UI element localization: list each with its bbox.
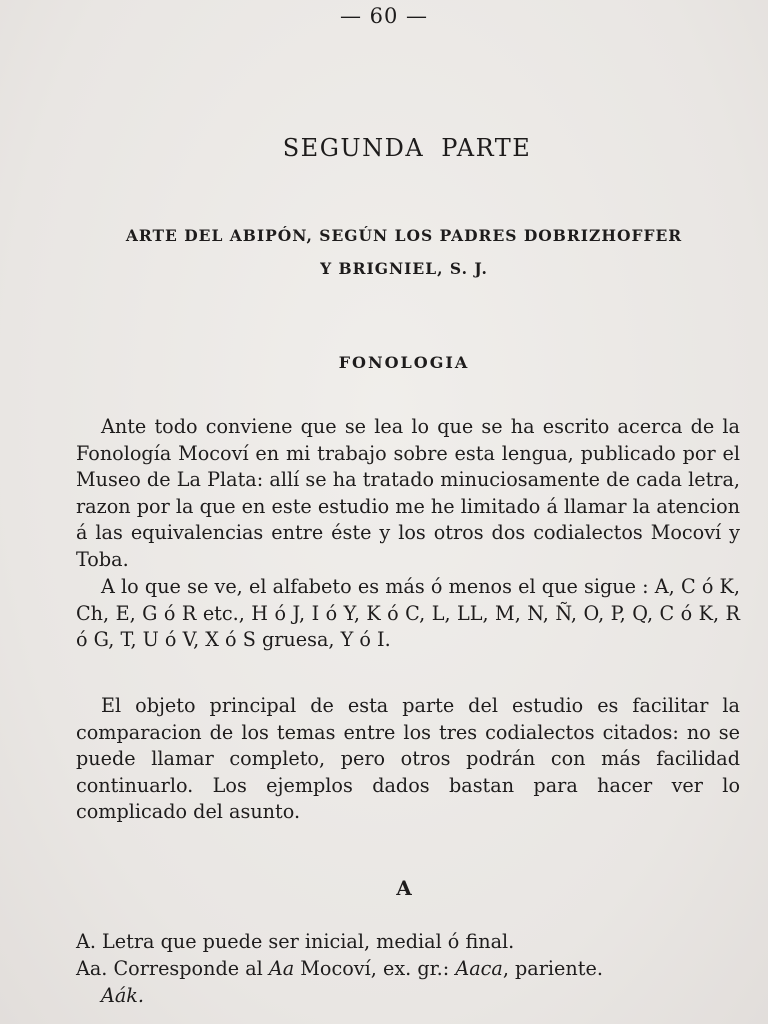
subtitle-line-1: ARTE DEL ABIPÓN, SEGÚN LOS PADRES DOBRIZHOFFER bbox=[125, 226, 683, 245]
letter-heading: A bbox=[396, 876, 412, 900]
paragraph-intro bbox=[76, 414, 740, 574]
subtitle-line-2: Y BRIGNIEL, S. J. bbox=[320, 259, 488, 278]
entry-aa-term: Aa bbox=[268, 957, 295, 980]
entry-aa-text: , pariente. bbox=[502, 957, 603, 980]
dictionary-entries bbox=[76, 928, 744, 1009]
entry-aa-text: Mocoví, ex. gr.: bbox=[294, 957, 456, 980]
paragraph-objective bbox=[76, 693, 740, 826]
paragraph-alphabet bbox=[76, 574, 740, 654]
entry-aa-continuation: Aák. bbox=[101, 984, 145, 1007]
page-number: — 60 — bbox=[339, 4, 429, 28]
paragraph-text: Ante todo conviene que se lea lo que se ha escrito acerca de la Fonología Mocoví en mi trabajo sobre esta lengua, publicado por el Museo de La Plata: allí se ha tratado minuciosamente de cada letra, razon por la que en este estudio me he limitado á llamar la atencion á las equivalencias entre éste y los otros dos codialectos Mocoví y Toba. bbox=[76, 415, 740, 571]
paragraph-text: A lo que se ve, el alfabeto es más ó menos el que sigue : A, C ó K, Ch, E, G ó R etc., H ó J, I ó Y, K ó C, L, LL, M, N, Ñ, O, P, Q, C ó K, R ó G, T, U ó V, X ó S gruesa, Y ó I. bbox=[76, 575, 740, 652]
part-title: SEGUNDA PARTE bbox=[282, 134, 532, 162]
entry-aa-text: Aa. Corresponde al bbox=[76, 957, 269, 980]
entry-aa bbox=[76, 955, 744, 982]
entry-aa-example: Aaca bbox=[455, 957, 503, 980]
entry-a: A. Letra que puede ser inicial, medial ó final. bbox=[76, 930, 515, 953]
section-title: FONOLOGIA bbox=[338, 353, 470, 372]
paragraph-text: El objeto principal de esta parte del estudio es facilitar la comparacion de los temas entre los tres codialectos citados: no se puede llamar completo, pero otros podrán con más facilidad continuarlo. Los ejemplos dados bastan para hacer ver lo complicado del asunto. bbox=[76, 694, 740, 824]
